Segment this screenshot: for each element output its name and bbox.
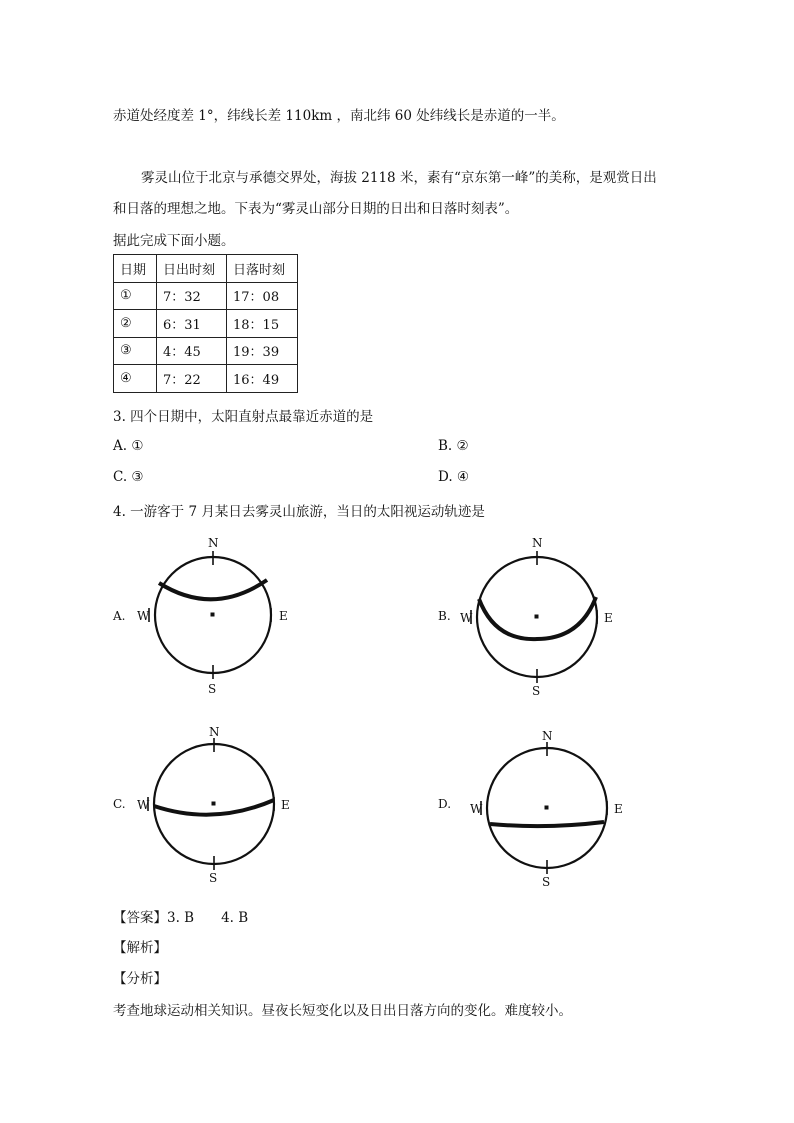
east-label: E <box>279 609 288 623</box>
south-label: S <box>542 875 551 889</box>
north-label: N <box>209 725 220 739</box>
sun-path-diagram-d <box>470 726 630 890</box>
passage-line-3: 据此完成下面小题。 <box>113 233 235 249</box>
sun-path-diagram-b <box>460 535 620 699</box>
south-label: S <box>209 871 218 885</box>
q3-option-d: D. ④ <box>438 469 470 485</box>
table-cell: 19：39 <box>227 337 298 365</box>
table-cell: 4：45 <box>157 337 227 365</box>
east-label: E <box>281 798 290 812</box>
south-label: S <box>208 682 217 696</box>
table-header-cell: 日出时刻 <box>157 255 227 283</box>
table-row <box>114 310 298 338</box>
analysis-text: 考查地球运动相关知识。昼夜长短变化以及日出日落方向的变化。难度较小。 <box>113 1003 572 1019</box>
table-cell: 18：15 <box>227 310 298 338</box>
table-cell: 17：08 <box>227 282 298 310</box>
table-row <box>114 282 298 310</box>
q4-option-b-label: B. <box>438 609 451 623</box>
table-cell: ② <box>114 310 157 338</box>
table-row <box>114 337 298 365</box>
west-label: W <box>460 611 473 625</box>
q4-option-a-label: A. <box>113 609 126 623</box>
q4-stem: 4. 一游客于 7 月某日去雾灵山旅游，当日的太阳视运动轨迹是 <box>113 504 485 520</box>
north-label: N <box>542 729 553 743</box>
table-cell: 7：32 <box>157 282 227 310</box>
east-label: E <box>614 802 623 816</box>
west-label: W <box>137 798 150 812</box>
passage-line-1: 雾灵山位于北京与承德交界处，海拔 2118 米，素有“京东第一峰”的美称，是观赏日出 <box>141 170 657 186</box>
sunrise-sunset-table <box>113 254 298 393</box>
sun-path-diagram-a <box>137 533 297 697</box>
q4-option-c-label: C. <box>113 797 126 811</box>
table-cell: 6：31 <box>157 310 227 338</box>
table-header-cell: 日期 <box>114 255 157 283</box>
fenxi-label: 【分析】 <box>113 971 167 987</box>
answer-line: 【答案】3. B 4. B <box>113 910 249 926</box>
table-cell: ① <box>114 282 157 310</box>
table-cell: 16：49 <box>227 365 298 393</box>
q3-option-b: B. ② <box>438 438 469 454</box>
table-row <box>114 365 298 393</box>
q4-option-d-label: D. <box>438 797 452 811</box>
table-cell: 7：22 <box>157 365 227 393</box>
q3-option-c: C. ③ <box>113 469 144 485</box>
sun-path-diagram-c <box>137 722 297 886</box>
q3-stem: 3. 四个日期中，太阳直射点最靠近赤道的是 <box>113 409 374 425</box>
table-cell: ④ <box>114 365 157 393</box>
table-cell: ③ <box>114 337 157 365</box>
west-label: W <box>137 609 150 623</box>
east-label: E <box>604 611 613 625</box>
analysis-label: 【解析】 <box>113 940 167 956</box>
north-label: N <box>208 536 219 550</box>
south-label: S <box>532 684 541 698</box>
table-header-row <box>114 255 298 283</box>
passage-line-2: 和日落的理想之地。下表为“雾灵山部分日期的日出和日落时刻表”。 <box>113 201 519 217</box>
intro-line: 赤道处经度差 1°，纬线长差 110km ，南北纬 60 处纬线长是赤道的一半。 <box>113 108 565 124</box>
table-header-cell: 日落时刻 <box>227 255 298 283</box>
q3-option-a: A. ① <box>113 438 144 454</box>
north-label: N <box>532 536 543 550</box>
west-label: W <box>470 802 483 816</box>
